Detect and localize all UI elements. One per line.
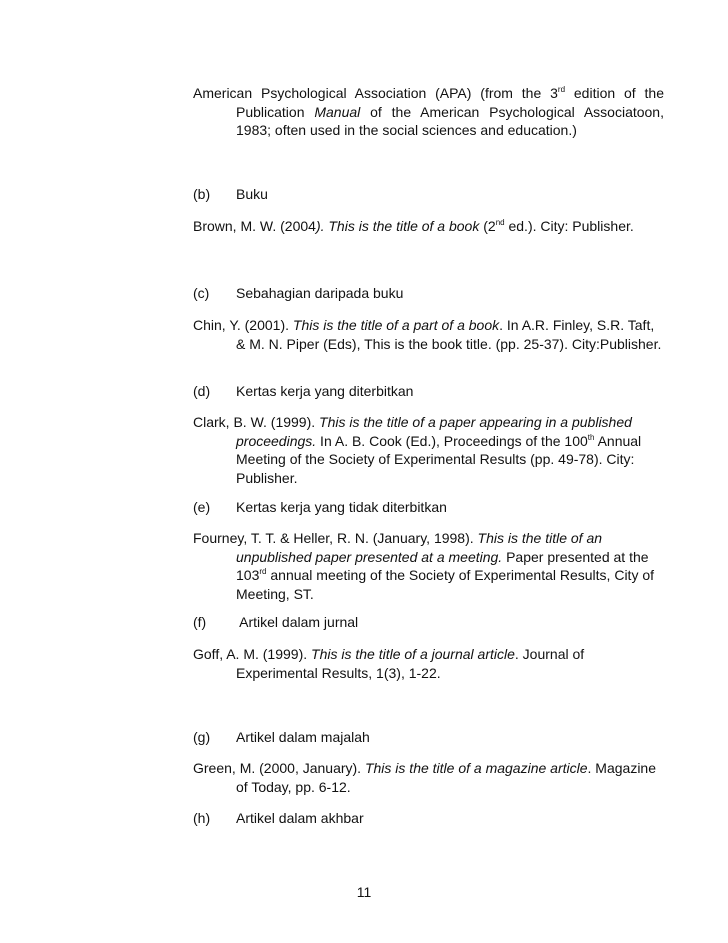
- page-number: 11: [356, 884, 372, 900]
- section-heading-b: (b) Buku: [193, 186, 268, 202]
- reference-book: Brown, M. W. (2004). This is the title of a book (2nd ed.). City: Publisher.: [193, 218, 634, 234]
- section-heading-g: (g) Artikel dalam majalah: [193, 729, 370, 745]
- section-heading-d: (d) Kertas kerja yang diterbitkan: [193, 383, 414, 399]
- apa-intro-paragraph: American Psychological Association (APA) (from the 3rd edition of the Publication Manual of the American Psychological Associatoon, 1983; often used in the social sciences and education.): [193, 85, 664, 138]
- reference-unpublished-paper: Fourney, T. T. & Heller, R. N. (January, 1998). This is the title of an unpublished paper presented at a meeting. Paper presented at the 103rd annual meeting of the Society of Experimental Results, City of Meeting, ST.: [193, 530, 655, 602]
- section-heading-h: (h) Artikel dalam akhbar: [193, 810, 364, 826]
- reference-magazine-article: Green, M. (2000, January). This is the title of a magazine article. Magazine of Today, pp. 6-12.: [193, 760, 656, 795]
- reference-book-part: Chin, Y. (2001). This is the title of a part of a book. In A.R. Finley, S.R. Taft, & M. N. Piper (Eds), This is the book title. (pp. 25-37). City:Publisher.: [193, 317, 662, 352]
- reference-journal-article: Goff, A. M. (1999). This is the title of a journal article. Journal of Experimental Results, 1(3), 1-22.: [193, 646, 585, 681]
- section-heading-c: (c) Sebahagian daripada buku: [193, 285, 404, 301]
- section-heading-f: (f) Artikel dalam jurnal: [193, 614, 359, 630]
- reference-published-paper: Clark, B. W. (1999). This is the title of a paper appearing in a published proceedings. In A. B. Cook (Ed.), Proceedings of the 100th Annual Meeting of the Society of Experimental Results (pp. 49-78). City: Publisher.: [193, 414, 642, 486]
- section-heading-e: (e) Kertas kerja yang tidak diterbitkan: [193, 499, 447, 515]
